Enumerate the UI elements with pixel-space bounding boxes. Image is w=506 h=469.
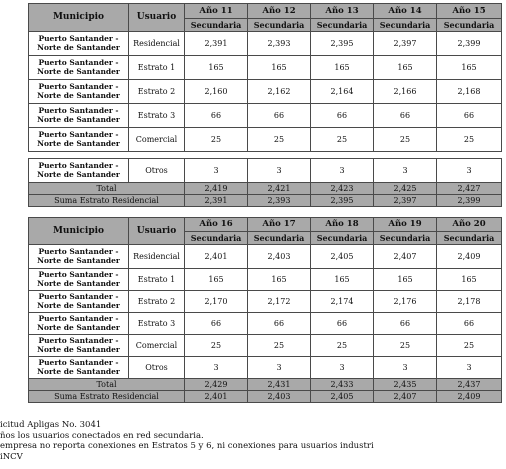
usuario-cell: Otros	[129, 159, 185, 183]
table-row	[29, 56, 502, 80]
value-cell: 2,178	[437, 291, 502, 313]
total-value: 2,429	[185, 379, 248, 391]
value-cell: 3	[248, 357, 311, 379]
usuario-cell: Residencial	[129, 245, 185, 269]
total-value: 2,433	[311, 379, 374, 391]
value-cell: 2,166	[374, 80, 437, 104]
value-cell: 3	[185, 357, 248, 379]
total-value: 2,421	[248, 183, 311, 195]
table-row	[29, 128, 502, 152]
suma-label: Suma Estrato Residencial	[29, 391, 185, 403]
usuario-cell: Residencial	[129, 32, 185, 56]
year-header: Año 20	[437, 218, 502, 232]
usuario-cell: Comercial	[129, 335, 185, 357]
municipio-cell: Puerto Santander - Norte de Santander	[29, 32, 129, 56]
municipio-cell: Puerto Santander - Norte de Santander	[29, 357, 129, 379]
usuario-cell: Estrato 2	[129, 291, 185, 313]
suma-value: 2,401	[185, 391, 248, 403]
value-cell: 3	[437, 159, 502, 183]
value-cell: 2,401	[185, 245, 248, 269]
value-cell: 25	[437, 335, 502, 357]
footnote-line: empresa no reporta conexiones en Estratos 5 y 6, ni conexiones para usuarios industri	[0, 441, 374, 451]
municipio-cell: Puerto Santander - Norte de Santander	[29, 104, 129, 128]
subheader-secundaria: Secundaria	[185, 232, 248, 245]
header-usuario: Usuario	[129, 4, 185, 32]
table-row	[29, 313, 502, 335]
value-cell: 25	[437, 128, 502, 152]
subheader-secundaria: Secundaria	[311, 19, 374, 32]
projection-table-2	[28, 217, 502, 403]
value-cell: 2,407	[374, 245, 437, 269]
total-value: 2,435	[374, 379, 437, 391]
municipio-cell: Puerto Santander - Norte de Santander	[29, 335, 129, 357]
suma-value: 2,391	[185, 195, 248, 207]
municipio-cell: Puerto Santander - Norte de Santander	[29, 269, 129, 291]
value-cell: 66	[374, 104, 437, 128]
municipio-cell: Puerto Santander - Norte de Santander	[29, 313, 129, 335]
year-header: Año 16	[185, 218, 248, 232]
value-cell: 25	[311, 128, 374, 152]
subheader-secundaria: Secundaria	[185, 19, 248, 32]
table-row	[29, 80, 502, 104]
value-cell: 2,393	[248, 32, 311, 56]
value-cell: 66	[437, 313, 502, 335]
footnote-line: icitud Apligas No. 3041	[0, 420, 102, 430]
suma-value: 2,397	[374, 195, 437, 207]
value-cell: 2,176	[374, 291, 437, 313]
value-cell: 2,405	[311, 245, 374, 269]
suma-value: 2,409	[437, 391, 502, 403]
suma-value: 2,393	[248, 195, 311, 207]
value-cell: 25	[248, 128, 311, 152]
year-header: Año 11	[185, 4, 248, 19]
total-value: 2,423	[311, 183, 374, 195]
municipio-cell: Puerto Santander - Norte de Santander	[29, 128, 129, 152]
value-cell: 165	[311, 269, 374, 291]
value-cell: 2,164	[311, 80, 374, 104]
value-cell: 2,172	[248, 291, 311, 313]
row-gap	[29, 152, 502, 159]
value-cell: 2,403	[248, 245, 311, 269]
value-cell: 2,395	[311, 32, 374, 56]
suma-value: 2,403	[248, 391, 311, 403]
total-value: 2,419	[185, 183, 248, 195]
suma-value: 2,399	[437, 195, 502, 207]
value-cell: 2,160	[185, 80, 248, 104]
subheader-secundaria: Secundaria	[437, 19, 502, 32]
subheader-secundaria: Secundaria	[374, 232, 437, 245]
value-cell: 66	[185, 313, 248, 335]
suma-label: Suma Estrato Residencial	[29, 195, 185, 207]
value-cell: 66	[185, 104, 248, 128]
value-cell: 165	[185, 269, 248, 291]
usuario-cell: Estrato 2	[129, 80, 185, 104]
value-cell: 2,391	[185, 32, 248, 56]
municipio-cell: Puerto Santander - Norte de Santander	[29, 291, 129, 313]
table-row	[29, 159, 502, 183]
value-cell: 2,162	[248, 80, 311, 104]
value-cell: 25	[374, 335, 437, 357]
footnote-line: iNCV	[0, 451, 23, 462]
municipio-cell: Puerto Santander - Norte de Santander	[29, 56, 129, 80]
usuario-cell: Estrato 1	[129, 269, 185, 291]
value-cell: 25	[185, 335, 248, 357]
usuario-cell: Estrato 1	[129, 56, 185, 80]
table-row	[29, 291, 502, 313]
municipio-cell: Puerto Santander - Norte de Santander	[29, 80, 129, 104]
value-cell: 3	[374, 159, 437, 183]
value-cell: 25	[185, 128, 248, 152]
value-cell: 165	[185, 56, 248, 80]
table-row	[29, 104, 502, 128]
value-cell: 3	[437, 357, 502, 379]
value-cell: 165	[311, 56, 374, 80]
table-row	[29, 335, 502, 357]
value-cell: 66	[437, 104, 502, 128]
total-label: Total	[29, 183, 185, 195]
total-value: 2,437	[437, 379, 502, 391]
value-cell: 3	[311, 357, 374, 379]
suma-row	[29, 195, 502, 207]
usuario-cell: Estrato 3	[129, 313, 185, 335]
year-header: Año 17	[248, 218, 311, 232]
value-cell: 2,397	[374, 32, 437, 56]
value-cell: 2,168	[437, 80, 502, 104]
value-cell: 3	[185, 159, 248, 183]
suma-value: 2,405	[311, 391, 374, 403]
suma-row	[29, 391, 502, 403]
value-cell: 66	[248, 104, 311, 128]
table-row	[29, 32, 502, 56]
value-cell: 66	[311, 104, 374, 128]
value-cell: 3	[374, 357, 437, 379]
year-header: Año 14	[374, 4, 437, 19]
value-cell: 165	[437, 56, 502, 80]
value-cell: 165	[248, 56, 311, 80]
value-cell: 165	[437, 269, 502, 291]
year-header: Año 18	[311, 218, 374, 232]
projection-table-1	[28, 3, 502, 207]
value-cell: 165	[374, 56, 437, 80]
suma-value: 2,395	[311, 195, 374, 207]
subheader-secundaria: Secundaria	[311, 232, 374, 245]
year-header: Año 19	[374, 218, 437, 232]
value-cell: 165	[374, 269, 437, 291]
municipio-cell: Puerto Santander - Norte de Santander	[29, 159, 129, 183]
header-municipio: Municipio	[29, 218, 129, 245]
table-row	[29, 357, 502, 379]
value-cell: 2,399	[437, 32, 502, 56]
value-cell: 66	[248, 313, 311, 335]
subheader-secundaria: Secundaria	[437, 232, 502, 245]
subheader-secundaria: Secundaria	[374, 19, 437, 32]
total-label: Total	[29, 379, 185, 391]
total-value: 2,425	[374, 183, 437, 195]
usuario-cell: Estrato 3	[129, 104, 185, 128]
value-cell: 3	[311, 159, 374, 183]
header-municipio: Municipio	[29, 4, 129, 32]
value-cell: 66	[311, 313, 374, 335]
year-header: Año 15	[437, 4, 502, 19]
value-cell: 25	[248, 335, 311, 357]
value-cell: 25	[374, 128, 437, 152]
value-cell: 3	[248, 159, 311, 183]
value-cell: 165	[248, 269, 311, 291]
total-row	[29, 379, 502, 391]
usuario-cell: Otros	[129, 357, 185, 379]
table-row	[29, 269, 502, 291]
year-header: Año 12	[248, 4, 311, 19]
subheader-secundaria: Secundaria	[248, 232, 311, 245]
usuario-cell: Comercial	[129, 128, 185, 152]
value-cell: 66	[374, 313, 437, 335]
footnotes	[0, 420, 374, 462]
year-header: Año 13	[311, 4, 374, 19]
footnote-line: ños los usuarios conectados en red secundaria.	[0, 430, 204, 441]
header-usuario: Usuario	[129, 218, 185, 245]
value-cell: 2,174	[311, 291, 374, 313]
value-cell: 2,170	[185, 291, 248, 313]
value-cell: 2,409	[437, 245, 502, 269]
suma-value: 2,407	[374, 391, 437, 403]
total-value: 2,427	[437, 183, 502, 195]
table-row	[29, 245, 502, 269]
value-cell: 25	[311, 335, 374, 357]
subheader-secundaria: Secundaria	[248, 19, 311, 32]
total-value: 2,431	[248, 379, 311, 391]
total-row	[29, 183, 502, 195]
municipio-cell: Puerto Santander - Norte de Santander	[29, 245, 129, 269]
